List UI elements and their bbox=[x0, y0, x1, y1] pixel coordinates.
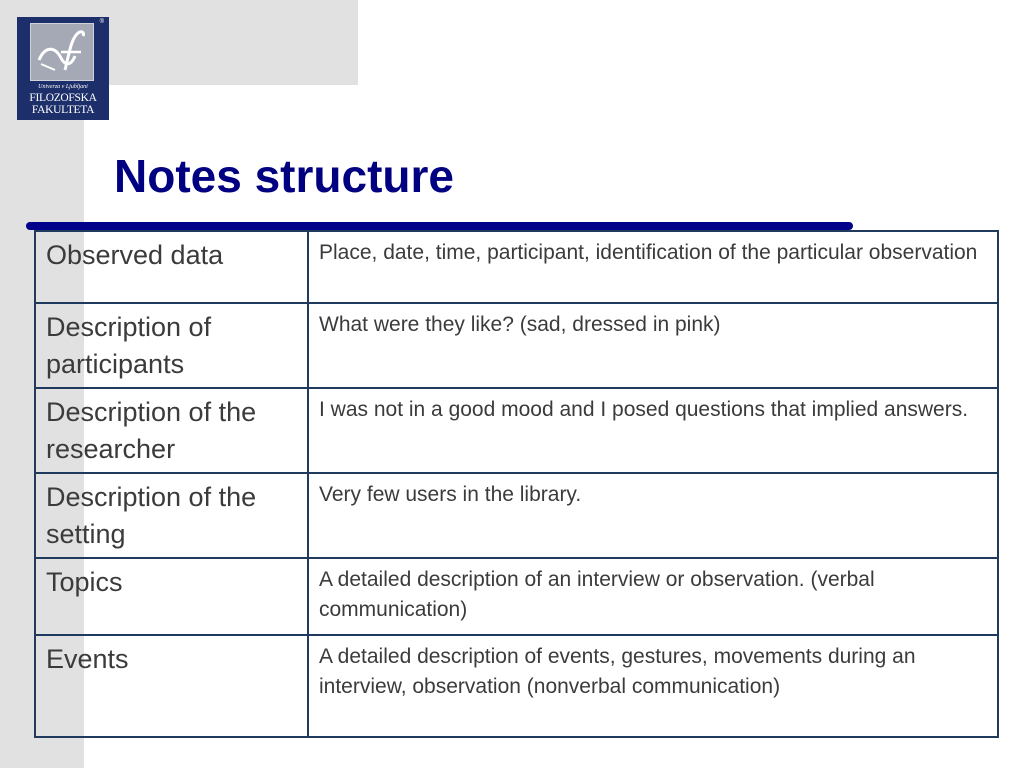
table-row bbox=[35, 231, 998, 303]
logo-faculty-name bbox=[17, 92, 109, 116]
slide-title: Notes structure bbox=[114, 150, 454, 202]
logo-emblem-icon bbox=[30, 23, 94, 81]
registered-mark: ® bbox=[99, 19, 104, 25]
row-label: Observed data bbox=[35, 231, 308, 303]
table-row bbox=[35, 558, 998, 635]
table-row bbox=[35, 473, 998, 558]
row-label: Topics bbox=[35, 558, 308, 635]
row-label: Description of the setting bbox=[35, 473, 308, 558]
row-label: Description of participants bbox=[35, 303, 308, 388]
notes-structure-table bbox=[34, 230, 999, 738]
logo-university-text: Univerza v Ljubljani bbox=[38, 84, 88, 90]
row-description: Very few users in the library. bbox=[308, 473, 998, 558]
row-label: Description of the researcher bbox=[35, 388, 308, 473]
row-label: Events bbox=[35, 635, 308, 737]
row-description: A detailed description of an interview or observation. (verbal communication) bbox=[308, 558, 998, 635]
row-description: I was not in a good mood and I posed questions that implied answers. bbox=[308, 388, 998, 473]
logo-name-line2: FAKULTETA bbox=[31, 104, 95, 116]
table-row bbox=[35, 388, 998, 473]
table-row bbox=[35, 303, 998, 388]
title-underline bbox=[26, 222, 853, 230]
row-description: Place, date, time, participant, identification of the particular observation bbox=[308, 231, 998, 303]
faculty-logo bbox=[17, 17, 109, 120]
table-row bbox=[35, 635, 998, 737]
logo-name-line1: FILOZOFSKA bbox=[29, 92, 97, 104]
row-description: What were they like? (sad, dressed in pink) bbox=[308, 303, 998, 388]
row-description: A detailed description of events, gestures, movements during an interview, observation (nonverbal communication) bbox=[308, 635, 998, 737]
